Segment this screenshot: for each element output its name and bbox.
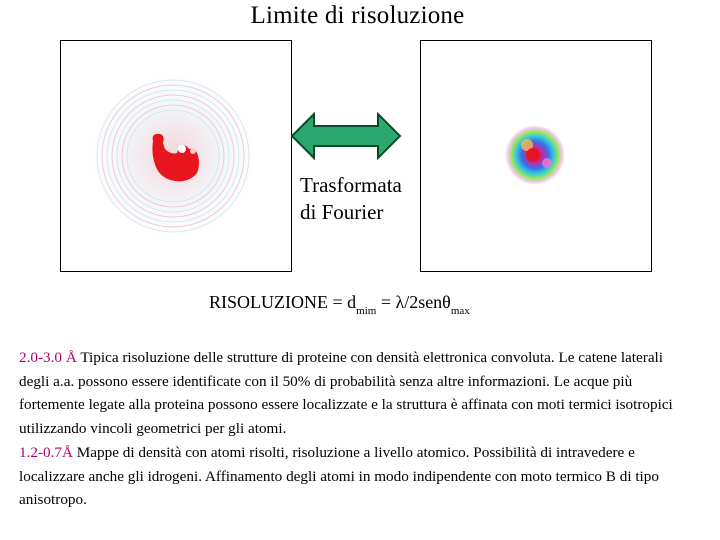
slide-title: Limite di risoluzione xyxy=(250,2,465,29)
fourier-label-line1: Trasformata xyxy=(300,173,402,197)
paragraph-text: Tipica risoluzione delle strutture di proteine con densità elettronica convoluta. Le catene laterali degli a.a. possono essere identificate con il 50% di probabilità senza altre informazioni. Le acque più fortemente legate alla proteina possono essere localizzate e la struttura è affinata con moti termici isotropici utilizzando vincoli geometrici per gli atomi. xyxy=(19,349,673,437)
double-arrow-icon xyxy=(290,112,402,160)
resolution-range-label: 2.0-3.0 Å xyxy=(19,349,77,366)
diffraction-pattern xyxy=(421,41,651,271)
paragraph-atomic-resolution xyxy=(19,441,689,512)
formula-rhs-subscript: max xyxy=(450,305,470,317)
fourier-label-line2: di Fourier xyxy=(300,200,384,224)
diffraction-pattern-image xyxy=(420,40,652,272)
formula-lhs: RISOLUZIONE = d xyxy=(209,292,357,312)
paragraph-low-resolution xyxy=(19,346,689,440)
electron-density-image xyxy=(60,40,292,272)
resolution-formula xyxy=(209,292,470,317)
electron-density-map xyxy=(61,41,291,271)
resolution-range-label: 1.2-0.7Å xyxy=(19,444,73,461)
formula-rhs: = λ/2senθ xyxy=(376,292,451,312)
formula-lhs-subscript: mim xyxy=(356,305,377,317)
paragraph-text: Mappe di densità con atomi risolti, risoluzione a livello atomico. Possibilità di intravedere e localizzare anche gli idrogeni. Affinamento degli atomi in modo indipendente con moto termico B di tipo anisotropo. xyxy=(19,444,659,508)
fourier-transform-label xyxy=(300,172,404,226)
